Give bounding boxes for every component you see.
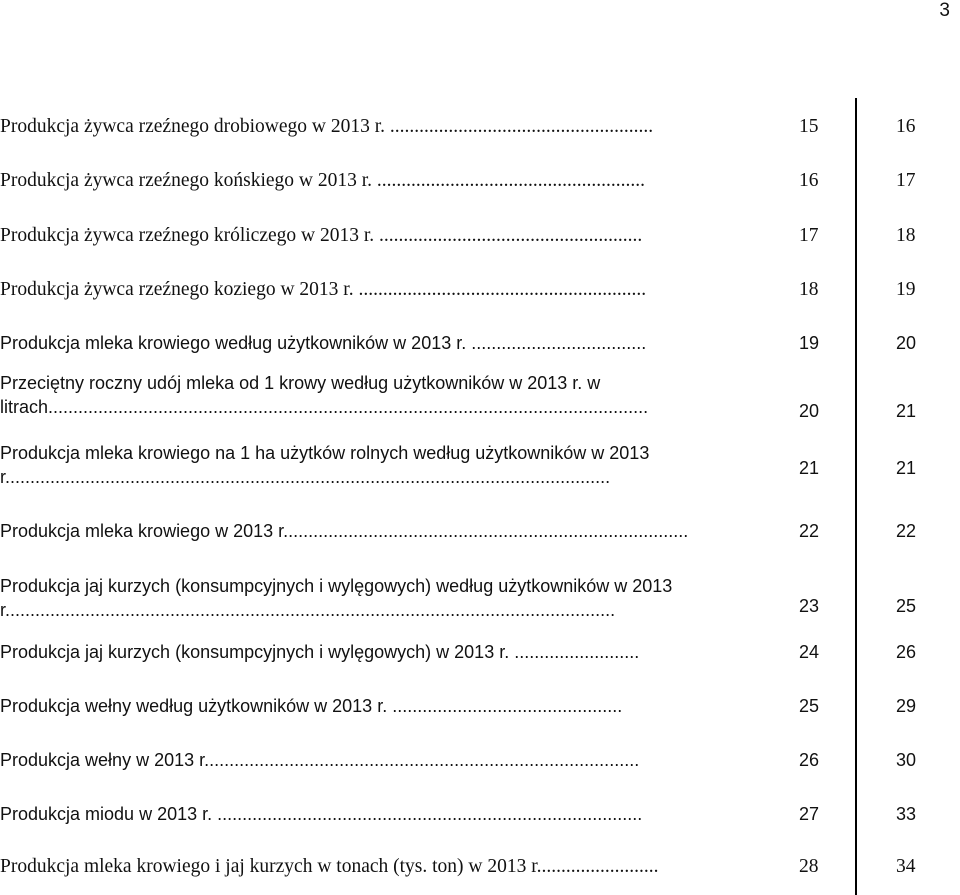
toc-page-a: 15	[799, 116, 819, 137]
toc-page-a: 23	[799, 596, 820, 616]
toc-page-b: 17	[896, 170, 916, 191]
toc-page-b: 34	[896, 856, 916, 877]
toc-entry-title: Produkcja żywca rzeźnego koziego w 2013 r. ...........................................................	[0, 279, 647, 300]
toc-entry-title: Produkcja jaj kurzych (konsumpcyjnych i wylęgowych) w 2013 r. .........................	[0, 642, 640, 662]
toc-page-b: 22	[896, 521, 917, 541]
toc-page-a: 24	[799, 642, 820, 662]
toc-page-b: 29	[896, 696, 917, 716]
toc-entry-title: Produkcja mleka krowiego w 2013 r.................................................................................	[0, 521, 689, 541]
toc-page-a: 21	[799, 458, 820, 478]
toc-page-b: 19	[896, 279, 916, 300]
toc-entry-title: Produkcja wełny według użytkowników w 2013 r. ..............................................	[0, 696, 623, 716]
toc-page-a: 25	[799, 696, 820, 716]
toc-page-b: 25	[896, 596, 917, 616]
toc-entry-title: Produkcja mleka krowiego na 1 ha użytków rolnych według użytkowników w 2013 r.........................................................................................................................	[0, 443, 650, 487]
toc-entry-title: Produkcja miodu w 2013 r. .....................................................................................	[0, 804, 643, 824]
toc-page-a: 19	[799, 333, 820, 353]
toc-page-b: 30	[896, 750, 917, 770]
toc-page-a: 26	[799, 750, 820, 770]
toc-page-b: 16	[896, 116, 916, 137]
toc-page-b: 21	[896, 458, 917, 478]
toc-page-b: 21	[896, 401, 917, 421]
toc-page-b: 33	[896, 804, 917, 824]
toc-page-b: 26	[896, 642, 917, 662]
page-number: 3	[939, 0, 950, 21]
toc-page-b: 20	[896, 333, 917, 353]
toc-page-a: 17	[799, 225, 819, 246]
toc-page-a: 22	[799, 521, 820, 541]
toc-entry-title: Produkcja mleka krowiego i jaj kurzych w tonach (tys. ton) w 2013 r.........................	[0, 856, 659, 877]
toc-page-b: 18	[896, 225, 916, 246]
toc-entry-title: Produkcja jaj kurzych (konsumpcyjnych i wylęgowych) według użytkowników w 2013 r..........................................................................................................................	[0, 576, 673, 620]
toc-page-a: 18	[799, 279, 819, 300]
toc-entry-title: Produkcja wełny w 2013 r.......................................................................................	[0, 750, 640, 770]
toc-page-a: 16	[799, 170, 819, 191]
toc-page-a: 28	[799, 856, 819, 877]
column-divider	[855, 98, 857, 895]
toc-entry-title: Przeciętny roczny udój mleka od 1 krowy według użytkowników w 2013 r. w litrach........................................................................................................................	[0, 373, 649, 417]
toc-entry-title: Produkcja mleka krowiego według użytkowników w 2013 r. ...................................	[0, 333, 647, 353]
toc-entry-title: Produkcja żywca rzeźnego króliczego w 2013 r. ......................................................	[0, 225, 643, 246]
toc-page-a: 27	[799, 804, 820, 824]
toc-entry-title: Produkcja żywca rzeźnego drobiowego w 2013 r. ......................................................	[0, 116, 654, 137]
toc-page-a: 20	[799, 401, 820, 421]
toc-entry-title: Produkcja żywca rzeźnego końskiego w 2013 r. .......................................................	[0, 170, 646, 191]
